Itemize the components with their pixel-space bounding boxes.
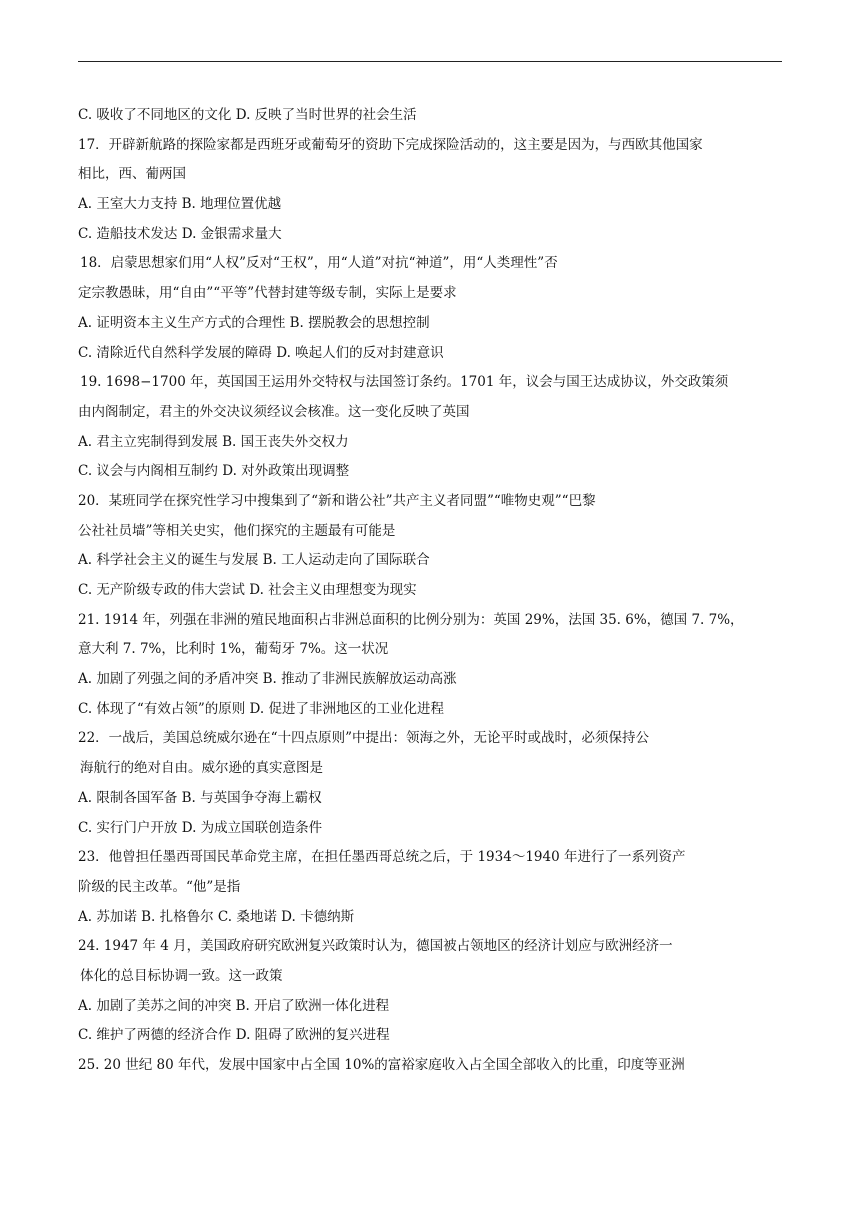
options-line: A. 苏加诺 B. 扎格鲁尔 C. 桑地诺 D. 卡德纳斯: [78, 908, 355, 925]
question-23-stem: 23．他曾担任墨西哥国民革命党主席，在担任墨西哥总统之后，于 1934～1940 年进行了一系列资产: [78, 849, 686, 866]
question-20-stem: 20．某班同学在探究性学习中搜集到了“新和谐公社”共产主义者同盟”“唯物史观”“巴黎: [78, 492, 596, 509]
question-25-stem: 25. 20 世纪 80 年代，发展中国家中占全国 10%的富裕家庭收入占全国全部收入的比重，印度等亚洲: [78, 1057, 685, 1073]
text-line: 海航行的绝对自由。威尔逊的真实意图是: [80, 760, 323, 777]
options-line: A. 限制各国军备 B. 与英国争夺海上霸权: [78, 789, 322, 806]
text-line: 定宗教愚昧，用“自由”“平等”代替封建等级专制，实际上是要求: [78, 285, 457, 302]
options-line: A. 君主立宪制得到发展 B. 国王丧失外交权力: [78, 433, 349, 450]
text-line: 意大利 7. 7%，比利时 1%，葡萄牙 7%。这一状况: [78, 641, 389, 658]
options-line: C. 体现了“有效占领”的原则 D. 促进了非洲地区的工业化进程: [78, 700, 444, 717]
options-line: A. 王室大力支持 B. 地理位置优越: [78, 196, 282, 213]
question-17-stem: 17．开辟新航路的探险家都是西班牙或葡萄牙的资助下完成探险活动的，这主要是因为，与西欧其他国家: [78, 136, 703, 153]
header-rule: [78, 61, 782, 62]
question-24-stem: 24. 1947 年 4 月，美国政府研究欧洲复兴政策时认为，德国被占领地区的经济计划应与欧洲经济一: [78, 938, 673, 955]
options-line: A. 证明资本主义生产方式的合理性 B. 摆脱教会的思想控制: [78, 314, 430, 331]
options-line: C. 维护了两德的经济合作 D. 阻碍了欧洲的复兴进程: [78, 1027, 390, 1044]
text-line: 阶级的民主改革。“他”是指: [78, 878, 241, 895]
text-line: C. 吸收了不同地区的文化 D. 反映了当时世界的社会生活: [78, 107, 417, 123]
options-line: A. 加剧了列强之间的矛盾冲突 B. 推动了非洲民族解放运动高涨: [78, 671, 457, 688]
options-line: C. 议会与内阁相互制约 D. 对外政策出现调整: [78, 463, 350, 480]
question-21-stem: 21. 1914 年，列强在非洲的殖民地面积占非洲总面积的比例分别为：英国 29%，法国 35. 6%，德国 7. 7%，: [78, 611, 744, 628]
options-line: C. 无产阶级专政的伟大尝试 D. 社会主义由理想变为现实: [78, 582, 417, 598]
text-line: 体化的总目标协调一致。这一政策: [80, 967, 283, 984]
options-line: C. 造船技术发达 D. 金银需求量大: [78, 225, 282, 242]
options-line: A. 科学社会主义的诞生与发展 B. 工人运动走向了国际联合: [78, 552, 430, 569]
document-body: [78, 101, 782, 1081]
question-18-stem: 18．启蒙思想家们用“人权”反对“王权”，用“人道”对抗“神道”，用“人类理性”否: [80, 255, 558, 272]
options-line: A. 加剧了美苏之间的冲突 B. 开启了欧洲一体化进程: [78, 997, 390, 1014]
options-line: C. 清除近代自然科学发展的障碍 D. 唤起人们的反对封建意识: [78, 344, 444, 361]
question-22-stem: 22．一战后，美国总统威尔逊在“十四点原则”中提出：领海之外，无论平时或战时，必须保持公: [78, 730, 649, 747]
question-19-stem: 19. 1698−1700 年，英国国王运用外交特权与法国签订条约。1701 年，议会与国王达成协议，外交政策须: [80, 374, 729, 391]
options-line: C. 实行门户开放 D. 为成立国联创造条件: [78, 819, 323, 836]
text-line: 相比，西、葡两国: [78, 166, 186, 183]
text-line: 公社社员墙”等相关史实，他们探究的主题最有可能是: [78, 522, 396, 539]
text-line: 由内阁制定，君主的外交决议须经议会核准。这一变化反映了英国: [78, 403, 470, 420]
